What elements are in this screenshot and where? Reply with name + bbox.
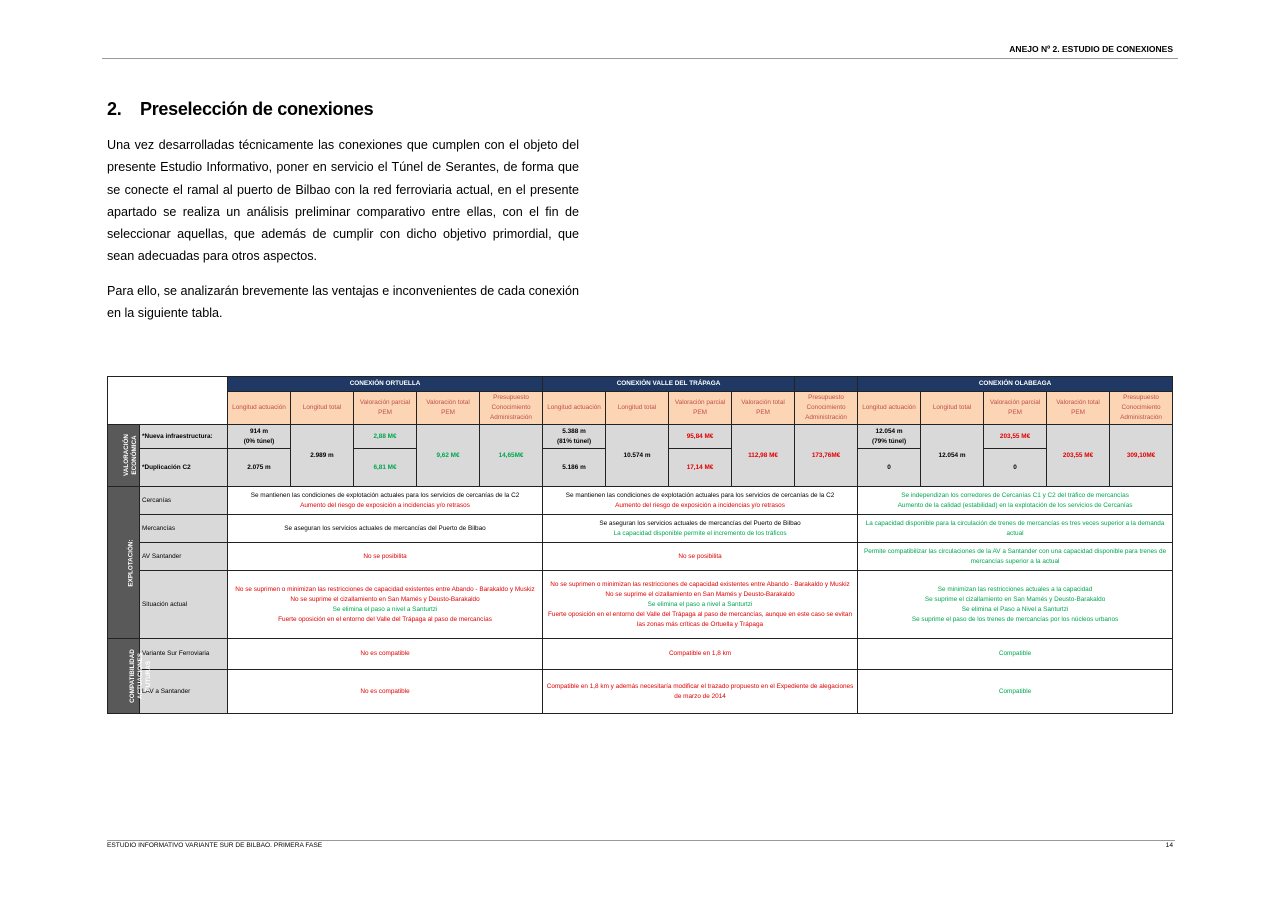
cell-olabeaga-situacion: Se minimizan las restricciones actuales a la capacidad Se suprime el cizallamiento en San Mamés y Deusto-Barakaldo Se elimina el Paso a Nivel a Santurtzi Se suprime el paso de los trenes de mercancías por los núcleos urbanos bbox=[858, 571, 1173, 639]
row-label: AV Santander bbox=[140, 543, 228, 571]
cell-trapaga-mercancias: Se aseguran los servicios actuales de mercancías del Puerto de Bilbao La capacidad disponible permite el incremento de los tráficos bbox=[543, 515, 858, 543]
category-explotacion: EXPLOTACIÓN: bbox=[108, 487, 140, 639]
table-row bbox=[108, 425, 1173, 449]
table-row bbox=[108, 377, 1173, 392]
cell-partial-value: 6,81 M€ bbox=[354, 449, 417, 487]
cell-ortuella-cercanias: Se mantienen las condiciones de explotación actuales para los servicios de cercanías de la C2 Aumento del riesgo de exposición a incidencias y/o retrasos bbox=[228, 487, 543, 515]
section-heading bbox=[107, 99, 373, 120]
page-number: 14 bbox=[1165, 842, 1173, 849]
cell-olabeaga-av: Permite compatibilizar las circulaciones de la AV a Santander con una capacidad disponible para trenes de mercancías superior a la actual bbox=[858, 543, 1173, 571]
footer-text: ESTUDIO INFORMATIVO VARIANTE SUR DE BILBAO. PRIMERA FASE bbox=[107, 842, 323, 849]
column-header: Longitud actuación bbox=[858, 392, 921, 425]
cell-partial-value: 95,84 M€ bbox=[669, 425, 732, 449]
cell-olabeaga-mercancias: La capacidad disponible para la circulación de trenes de mercancías es tres veces superior a la demanda actual bbox=[858, 515, 1173, 543]
cell-partial-value: 17,14 M€ bbox=[669, 449, 732, 487]
row-label: LAV a Santander bbox=[140, 670, 228, 714]
section-number: 2. bbox=[107, 99, 122, 119]
column-header: Valoración total PEM bbox=[732, 392, 795, 425]
cell-total-value: 203,55 M€ bbox=[1047, 425, 1110, 487]
column-header: Valoración total PEM bbox=[417, 392, 480, 425]
header-rule bbox=[102, 58, 1178, 59]
running-header: ANEJO Nº 2. ESTUDIO DE CONEXIONES bbox=[1009, 44, 1173, 54]
cell-olabeaga-cercanias: Se independizan los corredores de Cercanías C1 y C2 del tráfico de mercancías Aumento de la calidad (estabilidad) en la explotación de los servicios de Cercanías bbox=[858, 487, 1173, 515]
cell-total-value: 9,62 M€ bbox=[417, 425, 480, 487]
cell-total-length: 12.054 m bbox=[921, 425, 984, 487]
empty-corner bbox=[108, 392, 228, 425]
cell-trapaga-cercanias: Se mantienen las condiciones de explotación actuales para los servicios de cercanías de la C2 Aumento del riesgo de exposición a incidencias y/o retrasos bbox=[543, 487, 858, 515]
cell-trapaga-situacion: No se suprimen o minimizan las restricciones de capacidad existentes entre Abando - Barakaldo y Muskiz No se suprime el cizallamiento en San Mamés y Deusto-Barakaldo Se elimina el paso a nivel a Santurtzi Fuerte oposición en el entorno del Valle del Trápaga al paso de mercancías, aunque en este caso se evitan las zonas más críticas de Ortuella y Trápaga bbox=[543, 571, 858, 639]
cell-partial-value: 2,88 M€ bbox=[354, 425, 417, 449]
cell-ortuella-lav: No es compatible bbox=[228, 670, 543, 714]
cell-olabeaga-variante: Compatible bbox=[858, 639, 1173, 670]
cell-trapaga-av: No se posibilita bbox=[543, 543, 858, 571]
cell-ortuella-mercancias: Se aseguran los servicios actuales de mercancías del Puerto de Bilbao bbox=[228, 515, 543, 543]
table-row bbox=[108, 670, 1173, 714]
cell-length: 914 m (0% túnel) bbox=[228, 425, 291, 449]
column-header: Valoración parcial PEM bbox=[669, 392, 732, 425]
row-label: Situación actual bbox=[140, 571, 228, 639]
cell-ortuella-variante: No es compatible bbox=[228, 639, 543, 670]
row-label: *Nueva infraestructura: bbox=[140, 425, 228, 449]
column-header: Presupuesto Conocimiento Administración bbox=[480, 392, 543, 425]
cell-partial-value: 0 bbox=[984, 449, 1047, 487]
column-header: Longitud total bbox=[291, 392, 354, 425]
table-row bbox=[108, 392, 1173, 425]
connections-comparison-table bbox=[107, 376, 1173, 714]
group-header-ortuella: CONEXIÓN ORTUELLA bbox=[228, 377, 543, 392]
cell-length: 5.186 m bbox=[543, 449, 606, 487]
group-header-trapaga-end bbox=[795, 377, 858, 392]
group-header-olabeaga: CONEXIÓN OLABEAGA bbox=[858, 377, 1173, 392]
column-header: Valoración parcial PEM bbox=[354, 392, 417, 425]
category-valoracion: VALORACIÓN ECONÓMICA bbox=[108, 425, 140, 487]
cell-budget: 173,76M€ bbox=[795, 425, 858, 487]
cell-length: 5.388 m (81% túnel) bbox=[543, 425, 606, 449]
table-row bbox=[108, 515, 1173, 543]
body-paragraph: Para ello, se analizarán brevemente las ventajas e inconvenientes de cada conexión en la siguiente tabla. bbox=[107, 284, 579, 321]
cell-budget: 14,65M€ bbox=[480, 425, 543, 487]
column-header: Longitud actuación bbox=[543, 392, 606, 425]
table-row bbox=[108, 639, 1173, 670]
footer-rule bbox=[107, 840, 1175, 841]
cell-total-value: 112,98 M€ bbox=[732, 425, 795, 487]
column-header: Presupuesto Conocimiento Administración bbox=[1110, 392, 1173, 425]
row-label: Variante Sur Ferroviaria bbox=[140, 639, 228, 670]
cell-length: 0 bbox=[858, 449, 921, 487]
section-title: Preselección de conexiones bbox=[140, 99, 374, 119]
cell-partial-value: 203,55 M€ bbox=[984, 425, 1047, 449]
row-label: Cercanías bbox=[140, 487, 228, 515]
table-row bbox=[108, 543, 1173, 571]
column-header: Presupuesto Conocimiento Administración bbox=[795, 392, 858, 425]
row-label: *Duplicación C2 bbox=[140, 449, 228, 487]
column-header: Valoración total PEM bbox=[1047, 392, 1110, 425]
column-header: Longitud actuación bbox=[228, 392, 291, 425]
empty-corner bbox=[108, 377, 228, 392]
table-row bbox=[108, 487, 1173, 515]
cell-budget: 309,10M€ bbox=[1110, 425, 1173, 487]
cell-olabeaga-lav: Compatible bbox=[858, 670, 1173, 714]
cell-total-length: 2.989 m bbox=[291, 425, 354, 487]
cell-ortuella-situacion: No se suprimen o minimizan las restricciones de capacidad existentes entre Abando - Barakaldo y Muskiz No se suprime el cizallamiento en San Mamés y Deusto-Barakaldo Se elimina el paso a nivel a Santurtzi Fuerte oposición en el entorno del Valle del Trápaga al paso de mercancías bbox=[228, 571, 543, 639]
cell-length: 2.075 m bbox=[228, 449, 291, 487]
row-label: Mercancías bbox=[140, 515, 228, 543]
column-header: Longitud total bbox=[606, 392, 669, 425]
table-row bbox=[108, 571, 1173, 639]
body-paragraph: Una vez desarrolladas técnicamente las conexiones que cumplen con el objeto del presente Estudio Informativo, poner en servicio el Túnel de Serantes, de forma que se conecte el ramal al puerto de Bilbao con la red ferroviaria actual, en el presente apartado se realiza un análisis preliminar comparativo entre ellas, con el fin de seleccionar aquellas, que además de cumplir con dicho objetivo primordial, que sean adecuadas para otros aspectos. bbox=[107, 138, 579, 264]
column-header: Valoración parcial PEM bbox=[984, 392, 1047, 425]
cell-trapaga-variante: Compatible en 1,8 km bbox=[543, 639, 858, 670]
column-header: Longitud total bbox=[921, 392, 984, 425]
cell-trapaga-lav: Compatible en 1,8 km y además necesitaría modificar el trazado propuesto en el Expediente de alegaciones de marzo de 2014 bbox=[543, 670, 858, 714]
group-header-trapaga: CONEXIÓN VALLE DEL TRÁPAGA bbox=[543, 377, 795, 392]
category-compatibilidad: COMPATIBILIDAD ACTUACIONES FUTURAS bbox=[108, 639, 140, 714]
cell-ortuella-av: No se posibilita bbox=[228, 543, 543, 571]
cell-total-length: 10.574 m bbox=[606, 425, 669, 487]
cell-length: 12.054 m (79% túnel) bbox=[858, 425, 921, 449]
